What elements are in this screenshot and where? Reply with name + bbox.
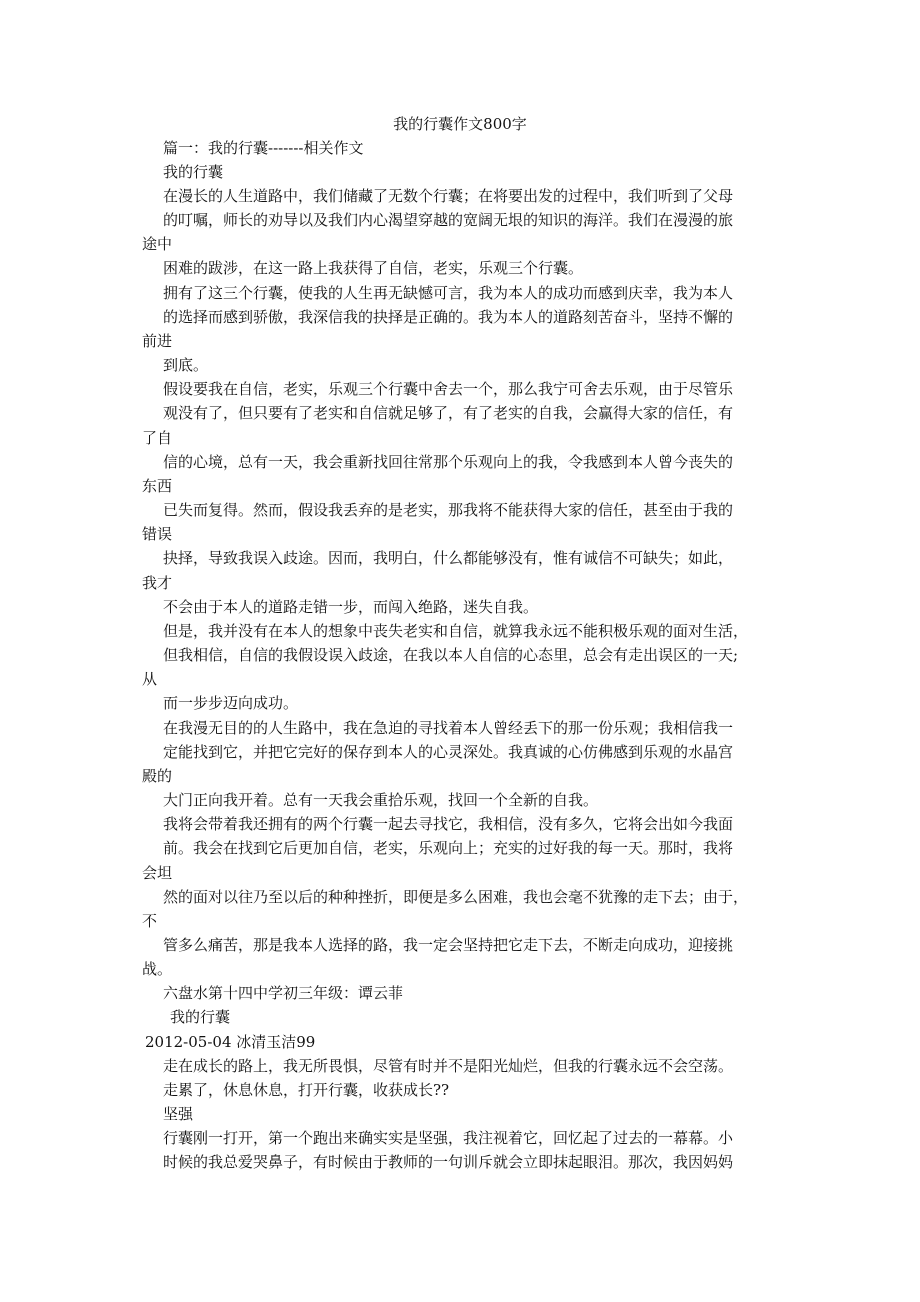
text-line: 不会由于本人的道路走错一步，而闯入绝路，迷失自我。 (163, 598, 539, 616)
text-line: 会坦 (142, 864, 173, 882)
text-line: 走累了，休息休息，打开行囊，收获成长?? (163, 1081, 450, 1099)
text-line: 篇一：我的行囊-------相关作文 (163, 139, 364, 157)
section-heading: 我的行囊 (170, 1008, 231, 1026)
text-line: 到底。 (163, 356, 209, 374)
text-line: 的叮嘱，师长的劝导以及我们内心渴望穿越的宽阔无垠的知识的海洋。我们在漫漫的旅 (163, 211, 734, 229)
text-line: 困难的跋涉，在这一路上我获得了自信，老实，乐观三个行囊。 (163, 259, 584, 277)
text-line: 我的行囊 (163, 163, 224, 181)
text-line: 错误 (142, 525, 173, 543)
text-line: 行囊刚一打开，第一个跑出来确实实是坚强，我注视着它，回忆起了过去的一幕幕。小 (163, 1129, 734, 1147)
text-line: 拥有了这三个行囊，使我的人生再无缺憾可言，我为本人的成功而感到庆幸，我为本人 (163, 284, 734, 302)
text-line: 然的面对以往乃至以后的种种挫折，即便是多么困难，我也会毫不犹豫的走下去；由于， (163, 888, 749, 906)
text-line: 管多么痛苦，那是我本人选择的路，我一定会坚持把它走下去，不断走向成功，迎接挑 (163, 936, 734, 954)
text-line: 走在成长的路上，我无所畏惧，尽管有时并不是阳光灿烂，但我的行囊永远不会空荡。 (163, 1057, 734, 1075)
text-line: 但我相信，自信的我假设误入歧途，在我以本人自信的心态里，总会有走出误区的一天; (163, 646, 739, 664)
text-line: 在漫长的人生道路中，我们储藏了无数个行囊；在将要出发的过程中，我们听到了父母 (163, 187, 734, 205)
text-line: 不 (142, 912, 158, 930)
text-line: 东西 (142, 477, 173, 495)
text-line: 我将会带着我还拥有的两个行囊一起去寻找它，我相信，没有多久，它将会出如今我面 (163, 815, 734, 833)
text-line: 假设要我在自信，老实，乐观三个行囊中舍去一个，那么我宁可舍去乐观，由于尽管乐 (163, 380, 734, 398)
text-line: 战。 (142, 960, 173, 978)
text-line: 抉择，导致我误入歧途。因而，我明白，什么都能够没有，惟有诚信不可缺失；如此， (163, 549, 734, 567)
text-line: 殿的 (142, 767, 173, 785)
text-line: 大门正向我开着。总有一天我会重拾乐观，找回一个全新的自我。 (163, 791, 599, 809)
text-line: 了自 (142, 429, 173, 447)
text-line: 从 (142, 670, 158, 688)
text-line: 前进 (142, 332, 173, 350)
document-title: 我的行囊作文800字 (393, 115, 527, 133)
text-line: 的选择而感到骄傲，我深信我的抉择是正确的。我为本人的道路刻苦奋斗，坚持不懈的 (163, 308, 734, 326)
author-line: 六盘水第十四中学初三年级：谭云菲 (163, 984, 404, 1002)
date-author-line: 2012-05-04 冰清玉洁99 (145, 1033, 316, 1051)
text-line: 定能找到它，并把它完好的保存到本人的心灵深处。我真诚的心仿佛感到乐观的水晶宫 (163, 743, 734, 761)
text-line: 而一步步迈向成功。 (163, 694, 299, 712)
text-line: 前。我会在找到它后更加自信，老实，乐观向上；充实的过好我的每一天。那时，我将 (163, 839, 734, 857)
subheading: 坚强 (163, 1105, 194, 1123)
text-line: 信的心境，总有一天，我会重新找回往常那个乐观向上的我，令我感到本人曾今丧失的 (163, 453, 734, 471)
text-line: 已失而复得。然而，假设我丢弃的是老实，那我将不能获得大家的信任，甚至由于我的 (163, 501, 734, 519)
text-line: 时候的我总爱哭鼻子，有时候由于教师的一句训斥就会立即抹起眼泪。那次，我因妈妈 (163, 1153, 734, 1171)
text-line: 我才 (142, 574, 173, 592)
text-line: 但是，我并没有在本人的想象中丧失老实和自信，就算我永远不能积极乐观的面对生活， (163, 622, 749, 640)
text-line: 观没有了，但只要有了老实和自信就足够了，有了老实的自我，会赢得大家的信任，有 (163, 404, 734, 422)
text-line: 途中 (142, 235, 173, 253)
text-line: 在我漫无目的的人生路中，我在急迫的寻找着本人曾经丢下的那一份乐观；我相信我一 (163, 719, 734, 737)
